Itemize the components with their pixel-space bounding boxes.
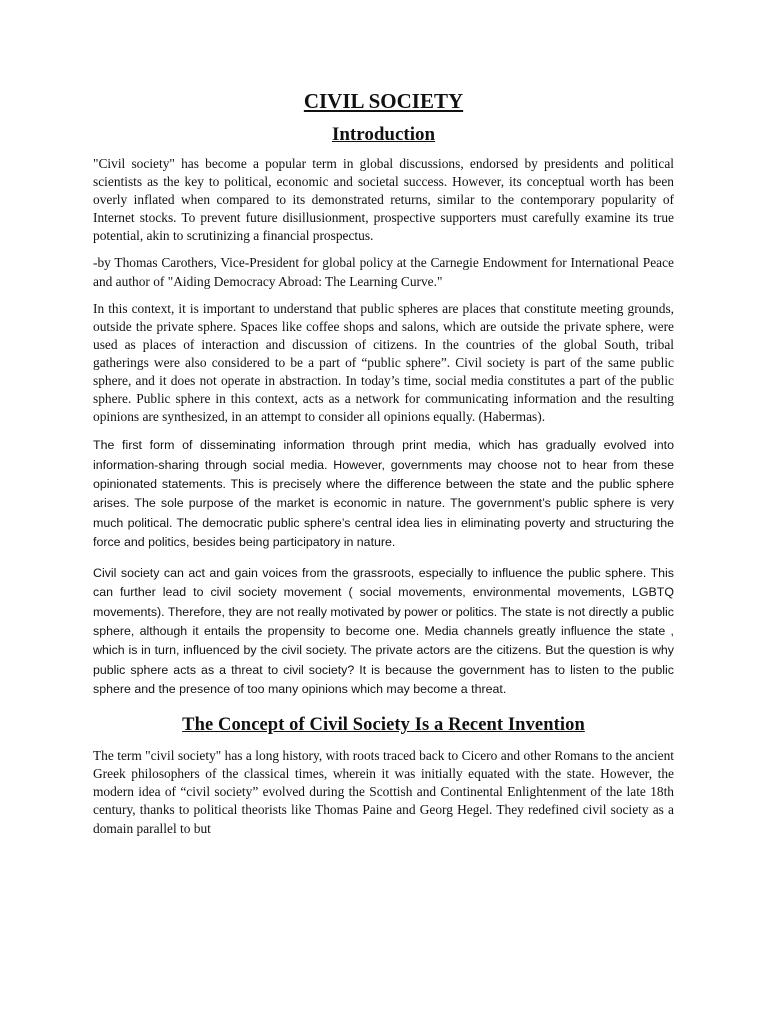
introduction-heading: Introduction (331, 124, 436, 145)
intro-paragraph-media: The first form of disseminating information through print media, which has gradually evolved into information-sharing through social media. However, governments may choose not to hear from these opinionated statements. This is precisely where the difference between the state and the public sphere arises. The sole purpose of the market is economic in nature. The government’s public sphere is very much political. The democratic public sphere’s central idea lies in eliminating poverty and structuring the force and politics, besides being participatory in nature. (93, 438, 674, 549)
intro-paragraph-public-sphere: In this context, it is important to understand that public spheres are places that constitute meeting grounds, outside the private sphere. Spaces like coffee shops and salons, which are outside the private sphere, were used as places of interaction and discussion of citizens. In the countries of the global South, tribal gatherings were also considered to be a part of “public sphere”. Civil society is part of the same public sphere, and it does not operate in abstraction. In today’s time, social media constitutes a part of the public sphere. Public sphere in this context, acts as a network for communicating information and the resulting opinions are synthesized, in an attempt to consider all opinions equally. (Habermas). (93, 300, 674, 425)
concept-paragraph: The term "civil society" has a long history, with roots traced back to Cicero and other Romans to the ancient Greek philosophers of the classical times, wherein it was initially equated with the state. However, the modern idea of “civil society” evolved during the Scottish and Continental Enlightenment of the late 18th century, thanks to political theorists like Thomas Paine and Georg Hegel. They redefined civil society as a domain parallel to but (93, 748, 674, 836)
intro-paragraph-attribution: -by Thomas Carothers, Vice-President for global policy at the Carnegie Endowment for International Peace and author of "Aiding Democracy Abroad: The Learning Curve." (93, 255, 674, 289)
concept-heading: The Concept of Civil Society Is a Recent Invention (182, 715, 585, 736)
document-title: CIVIL SOCIETY (303, 89, 464, 113)
intro-paragraph-quote: "Civil society" has become a popular term in global discussions, endorsed by presidents and political scientists as the key to political, economic and societal success. However, its conceptual worth has been overly inflated when compared to its demonstrated returns, similar to the contemporary popularity of Internet stocks. To prevent future disillusionment, prospective supporters must carefully examine its true potential, akin to scrutinizing a financial prospectus. (93, 156, 674, 244)
document-page (93, 88, 674, 838)
intro-paragraph-grassroots: Civil society can act and gain voices from the grassroots, especially to influence the public sphere. This can further lead to civil society movement ( social movements, environmental movements, LGBTQ movements). Therefore, they are not really motivated by power or politics. The state is not directly a public sphere, although it entails the propensity to become one. Media channels greatly influence the state , which is in turn, influenced by the civil society. The private actors are the citizens. But the question is why public sphere acts as a threat to civil society? It is because the government has to listen to the public sphere and the presence of too many opinions which may become a threat. (93, 566, 674, 696)
